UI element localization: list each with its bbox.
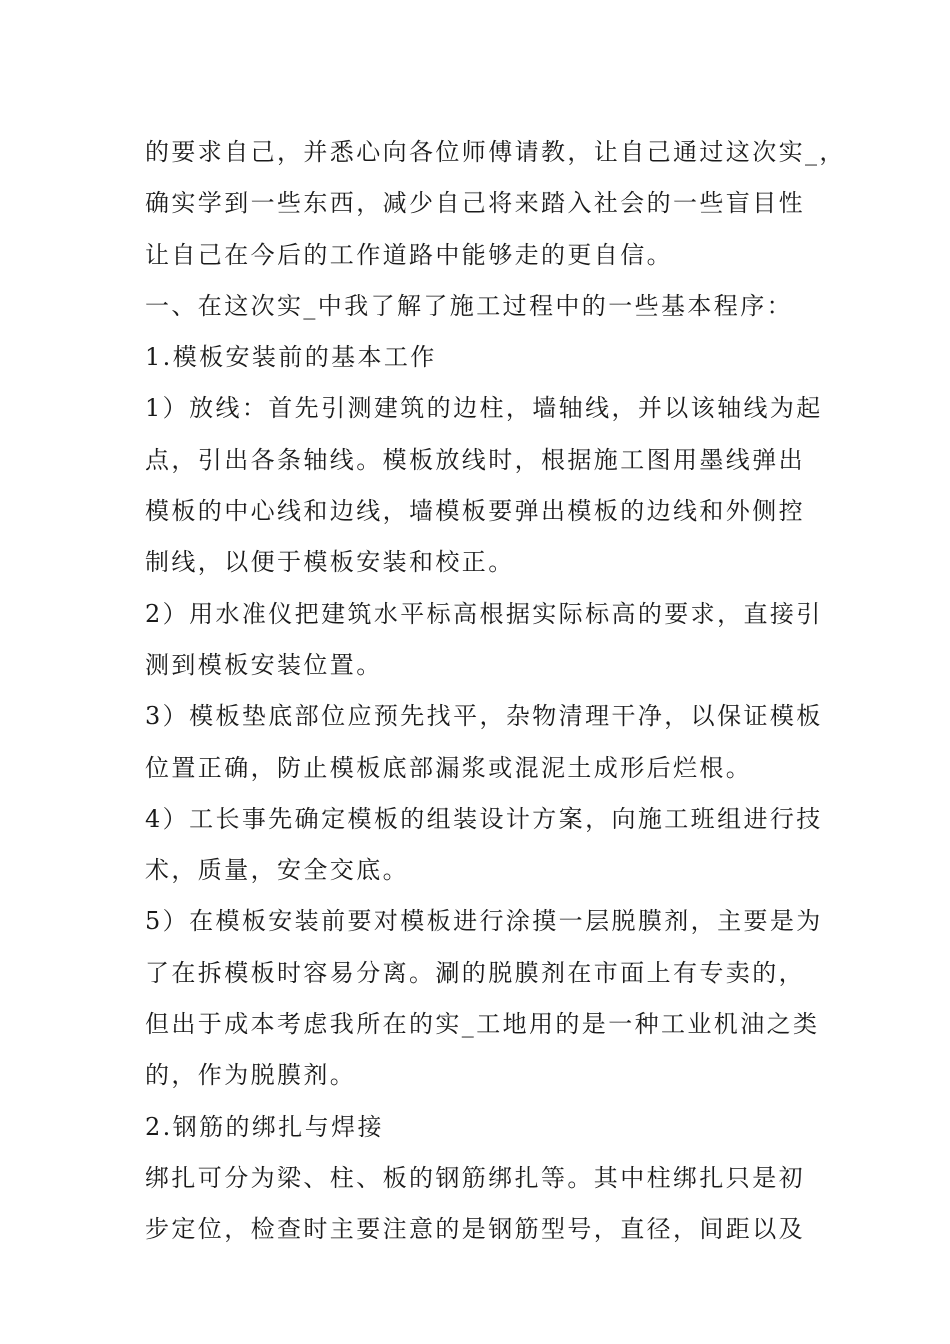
text-line: 术，质量，安全交底。 [145, 856, 409, 885]
text-line: 5）在模板安装前要对模板进行涂摸一层脱膜剂，主要是为 [145, 907, 823, 936]
document-body [145, 127, 846, 1256]
text-line: 的，作为脱膜剂。 [145, 1061, 357, 1090]
subsection-heading: 2.钢筋的绑扎与焊接 [145, 1112, 384, 1141]
text-line: 点，引出各条轴线。模板放线时，根据施工图用墨线弹出 [145, 445, 805, 474]
text-line: 模板的中心线和边线，墙模板要弹出模板的边线和外侧控 [145, 497, 805, 526]
text-line: 的要求自己，并悉心向各位师傅请教，让自己通过这次实_， [145, 138, 846, 166]
text-line: 但出于成本考虑我所在的实_工地用的是一种工业机油之类 [145, 1010, 820, 1039]
text-line: 4）工长事先确定模板的组装设计方案，向施工班组进行技 [145, 804, 823, 833]
text-line: 绑扎可分为梁、柱、板的钢筋绑扎等。其中柱绑扎只是初 [145, 1163, 805, 1192]
text-line: 制线，以便于模板安装和校正。 [145, 548, 515, 577]
text-line: 步定位，检查时主要注意的是钢筋型号，直径，间距以及 [145, 1215, 805, 1244]
text-line: 测到模板安装位置。 [145, 650, 383, 679]
text-line: 让自己在今后的工作道路中能够走的更自信。 [145, 240, 673, 269]
text-line: 位置正确，防止模板底部漏浆或混泥土成形后烂根。 [145, 753, 753, 782]
text-line: 3）模板垫底部位应预先找平，杂物清理干净，以保证模板 [145, 702, 823, 731]
section-heading: 一、在这次实_中我了解了施工过程中的一些基本程序： [145, 291, 793, 320]
text-line: 1）放线：首先引测建筑的边柱，墙轴线，并以该轴线为起 [145, 394, 823, 423]
text-line: 2）用水准仪把建筑水平标高根据实际标高的要求，直接引 [145, 599, 823, 628]
subsection-heading: 1.模板安装前的基本工作 [145, 343, 437, 372]
text-line: 了在拆模板时容易分离。涮的脱膜剂在市面上有专卖的， [145, 958, 805, 987]
text-line: 确实学到一些东西，减少自己将来踏入社会的一些盲目性 [145, 189, 805, 218]
